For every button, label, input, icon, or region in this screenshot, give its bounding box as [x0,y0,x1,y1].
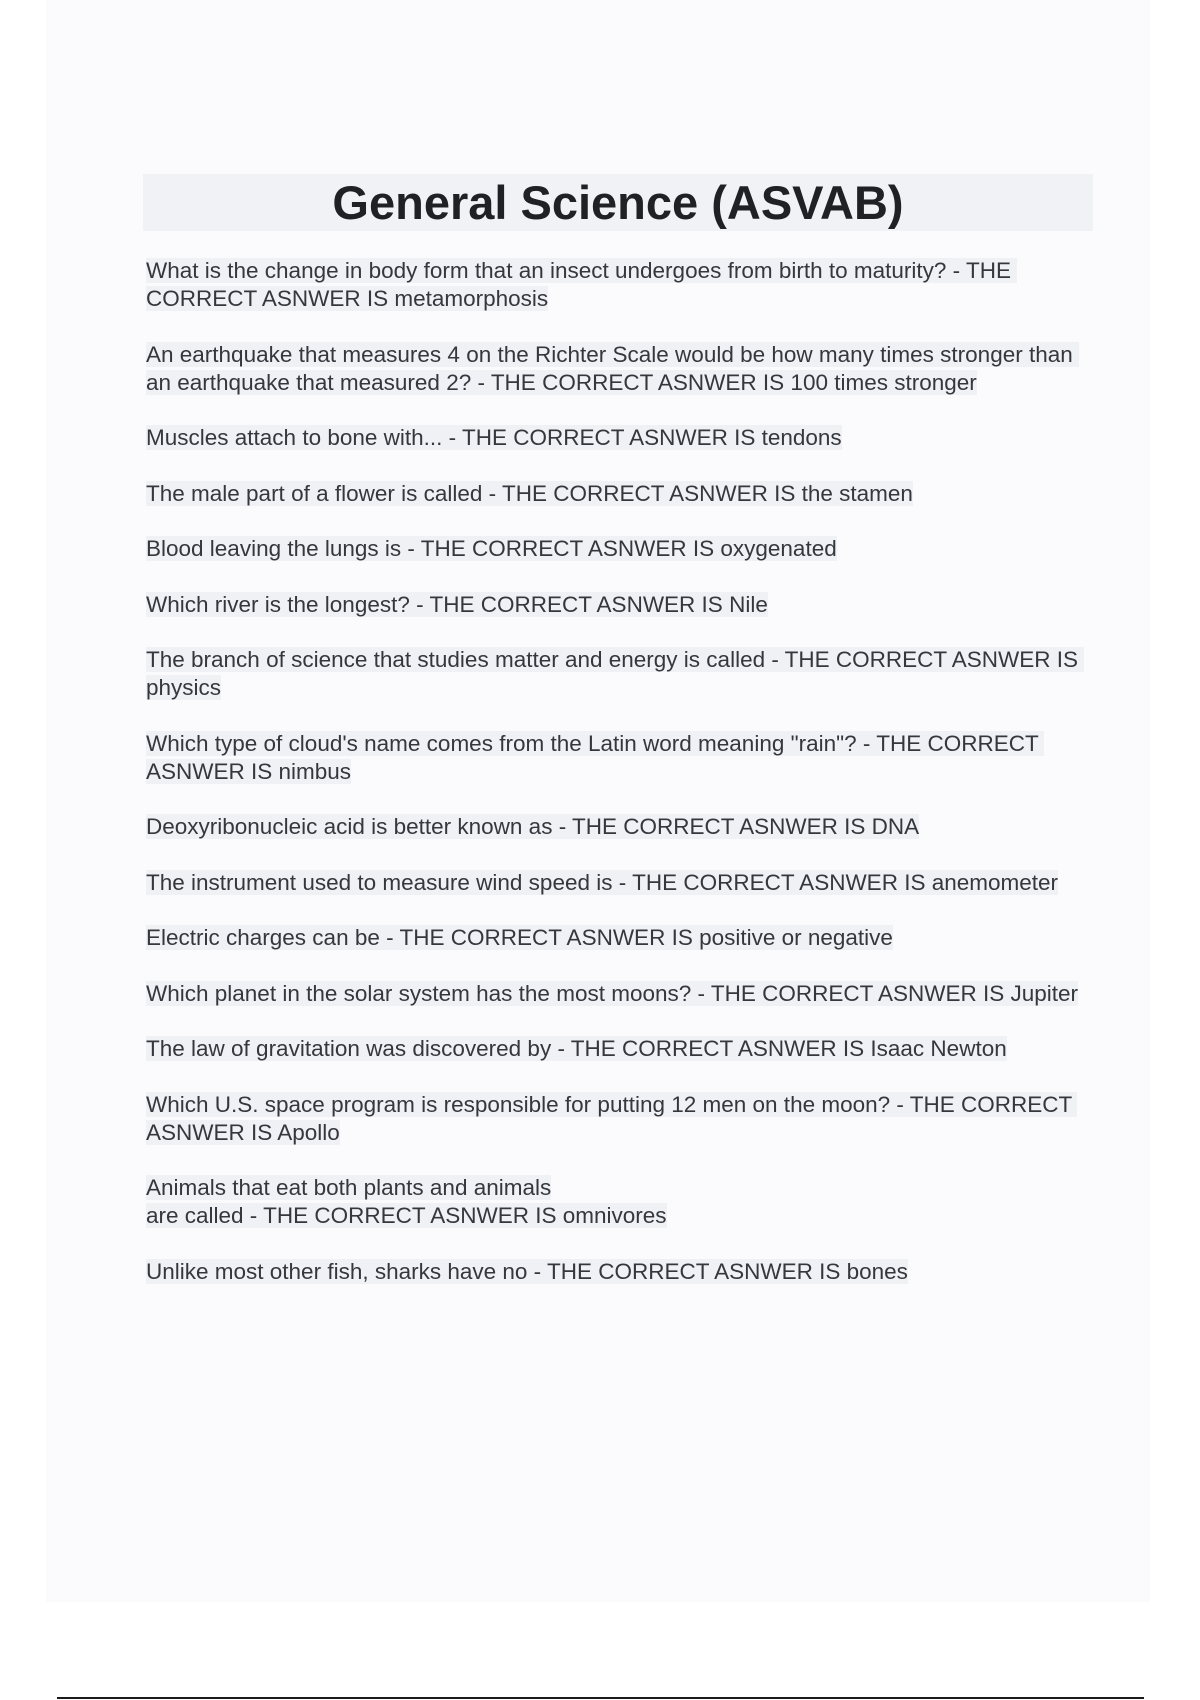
qa-item-10 [146,869,1096,897]
qa-text: The law of gravitation was discovered by - THE CORRECT ASNWER IS Isaac Newton [146,1036,1007,1061]
qa-item-16 [146,1258,1096,1286]
qa-text: Which type of cloud's name comes from the Latin word meaning "rain"? - THE CORRECT ASNWER IS nimbus [146,730,1044,784]
qa-text: Which U.S. space program is responsible for putting 12 men on the moon? - THE CORRECT ASNWER IS Apollo [146,1091,1078,1145]
qa-text: The branch of science that studies matter and energy is called - THE CORRECT ASNWER IS physics [146,647,1085,700]
qa-text: Animals that eat both plants and animals are called - THE CORRECT ASNWER IS omnivores [146,1175,667,1228]
qa-item-5 [146,535,1096,563]
qa-text: Electric charges can be - THE CORRECT ASNWER IS positive or negative [146,925,893,950]
qa-item-8 [146,730,1096,786]
qa-item-3 [146,424,1096,452]
qa-item-6 [146,591,1096,619]
qa-text: Deoxyribonucleic acid is better known as - THE CORRECT ASNWER IS DNA [146,814,920,839]
qa-text: The male part of a flower is called - THE CORRECT ASNWER IS the stamen [146,480,913,506]
qa-item-7 [146,646,1096,702]
qa-item-12 [146,980,1096,1008]
qa-text: Which planet in the solar system has the most moons? - THE CORRECT ASNWER IS Jupiter [146,980,1078,1006]
qa-text: An earthquake that measures 4 on the Richter Scale would be how many times stronger than an earthquake that measured 2? - THE CORRECT ASNWER IS 100 times stronger [146,341,1080,395]
qa-text: Which river is the longest? - THE CORRECT ASNWER IS Nile [146,591,768,617]
qa-text: The instrument used to measure wind speed is - THE CORRECT ASNWER IS anemometer [146,869,1059,895]
qa-item-9 [146,813,1096,841]
qa-item-2 [146,341,1096,397]
qa-text: Muscles attach to bone with... - THE CORRECT ASNWER IS tendons [146,425,842,450]
qa-item-15 [146,1174,1096,1230]
qa-text: What is the change in body form that an insect undergoes from birth to maturity? - THE CORRECT ASNWER IS metamorphosis [146,258,1018,311]
qa-text: Unlike most other fish, sharks have no - THE CORRECT ASNWER IS bones [146,1258,908,1284]
qa-item-14 [146,1091,1096,1147]
qa-text: Blood leaving the lungs is - THE CORRECT ASNWER IS oxygenated [146,536,837,561]
question-answer-list [146,257,1096,1313]
document-title: General Science (ASVAB) [143,174,1093,231]
qa-item-4 [146,480,1096,508]
qa-item-11 [146,924,1096,952]
bottom-divider [57,1697,1144,1699]
qa-item-1 [146,257,1096,313]
qa-item-13 [146,1035,1096,1063]
